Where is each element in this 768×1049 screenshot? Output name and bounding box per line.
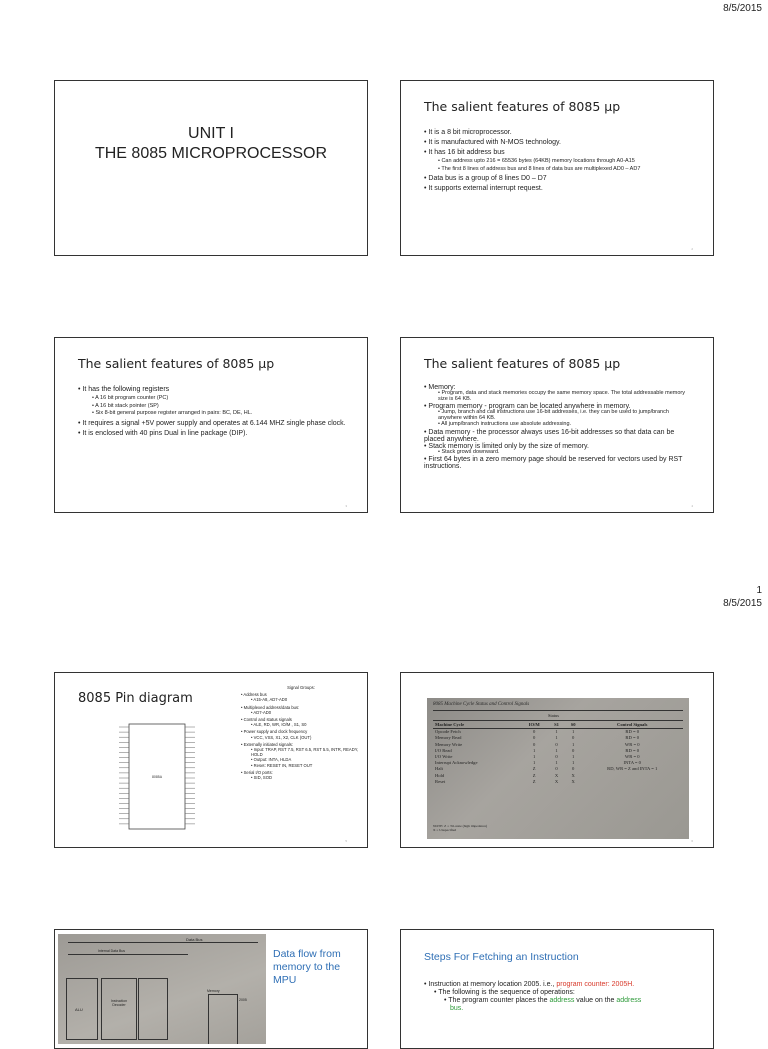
table-cell: Memory Write bbox=[435, 741, 463, 747]
slide-4-title: The salient features of 8085 µp bbox=[424, 356, 621, 371]
table-cell: 1 bbox=[555, 760, 558, 766]
slide-4-bullet: • Stack memory is limited only by the size of memory. bbox=[424, 442, 589, 450]
table-cell: I/O Read bbox=[435, 747, 452, 753]
table-cell: 1 bbox=[555, 735, 558, 741]
slide-3-sub-bullet: • Six 8-bit general purpose register arranged in pairs: BC, DE, HL. bbox=[92, 410, 253, 416]
slide-4-page: 4 bbox=[691, 504, 693, 508]
table-cell: 0 bbox=[533, 735, 536, 741]
table-cell: RD = 0 bbox=[625, 735, 639, 741]
slide-8-continuation: bus. bbox=[450, 1005, 464, 1012]
slide-2-title: The salient features of 8085 µp bbox=[424, 99, 621, 114]
slide-8-sub-sub-bullet bbox=[444, 997, 709, 1005]
table-cell: X bbox=[571, 772, 575, 778]
slide-8-highlight: address bbox=[549, 997, 575, 1004]
table-cell: 1 bbox=[571, 754, 575, 760]
table-cell: RD, WR = Z and INTA = 1 bbox=[607, 766, 658, 772]
slide-5-page: 5 bbox=[345, 839, 347, 843]
table-cell: INTA = 0 bbox=[623, 760, 641, 766]
table-cell: RD = 0 bbox=[625, 729, 639, 735]
status-header: Status bbox=[548, 713, 560, 718]
signal-item: • Output: INTA, HLDA bbox=[251, 757, 292, 763]
slide-2-bullet: • It has 16 bit address bus bbox=[424, 149, 505, 156]
table-cell: Opcode Fetch bbox=[435, 729, 461, 735]
slide-8-sub-bullet: • The following is the sequence of operations: bbox=[434, 989, 575, 996]
table-cell: 0 bbox=[555, 741, 558, 747]
decoder-label: Instruction Decoder bbox=[110, 999, 128, 1007]
alu-label: ALU bbox=[75, 1007, 83, 1012]
table-cell: Z bbox=[532, 778, 536, 784]
table-cell: WR = 0 bbox=[624, 754, 640, 760]
table-cell: I/O Write bbox=[435, 754, 453, 760]
table-row bbox=[433, 729, 683, 736]
table-cell: Hold bbox=[435, 772, 445, 778]
table-note: NOTE: Z = Tri-state (high impedance) bbox=[433, 824, 488, 828]
table-cell: 0 bbox=[555, 766, 558, 772]
table-cell: Reset bbox=[435, 778, 446, 784]
slide-4-sub-bullet: • Stack grows downward. bbox=[438, 448, 500, 455]
signal-item: • A15-A8, AD7-AD0 bbox=[251, 697, 288, 703]
table-cell: Z bbox=[532, 772, 536, 778]
slide-6-page: 6 bbox=[691, 839, 693, 843]
slide-4-bullet: • Data memory - the processor always uses 16-bit addresses so that data can be placed anywhere. bbox=[424, 428, 675, 443]
table-cell: 1 bbox=[571, 729, 575, 735]
slide-3 bbox=[54, 337, 368, 513]
pin-diagram-svg bbox=[95, 721, 225, 833]
slide-1-line-1: UNIT I bbox=[188, 125, 234, 142]
table-cell: 1 bbox=[533, 754, 536, 760]
slide-8-bullet-text: • Instruction at memory location 2005. i.e., bbox=[424, 981, 557, 988]
table-cell: 0 bbox=[571, 747, 575, 753]
data-bus-label: Data Bus bbox=[186, 937, 203, 942]
slide-3-bullet: • It has the following registers bbox=[78, 386, 170, 393]
slide-5 bbox=[54, 672, 368, 848]
table-cell: X bbox=[554, 778, 559, 784]
slide-1-line-2: THE 8085 MICROPROCESSOR bbox=[94, 145, 328, 162]
memory-address: 2005 bbox=[239, 998, 247, 1002]
internal-bus-label: Internal Data Bus bbox=[98, 949, 126, 953]
table-cell: 1 bbox=[555, 747, 558, 753]
signal-item: • VCC, VSS, X1, X2, CLK (OUT) bbox=[251, 734, 312, 740]
signal-group: • Address bus bbox=[241, 692, 267, 698]
slide-3-title: The salient features of 8085 µp bbox=[78, 356, 275, 371]
table-header: S1 bbox=[554, 722, 559, 727]
table-cell: Interrupt Acknowledge bbox=[435, 760, 478, 766]
table-cell: 1 bbox=[555, 729, 558, 735]
pin-diagram bbox=[95, 721, 225, 833]
page-date: 8/5/2015 bbox=[723, 3, 762, 14]
slide-2 bbox=[400, 80, 714, 256]
slide-3-bullet: • It requires a signal +5V power supply and operates at 6.144 MHZ single phase clock. bbox=[78, 419, 346, 427]
table-cell: 0 bbox=[571, 735, 575, 741]
slide-2-bullet: • Data bus is a group of 8 lines D0 – D7 bbox=[424, 175, 547, 182]
memory-block bbox=[207, 989, 247, 1044]
table-note: X = Unspecified bbox=[433, 828, 457, 832]
slide-8-text: • The program counter places the bbox=[444, 997, 550, 1004]
table-cell: Halt bbox=[435, 766, 443, 772]
decoder-block bbox=[101, 978, 137, 1040]
alu-block bbox=[66, 978, 98, 1040]
machine-cycle-table bbox=[433, 720, 683, 785]
table-cell: 0 bbox=[571, 766, 575, 772]
memory-label: Memory bbox=[207, 989, 220, 993]
signal-group: • Serial I/O ports: bbox=[241, 769, 273, 775]
slide-8-highlight: address bbox=[616, 997, 642, 1004]
slide-7 bbox=[54, 929, 368, 1049]
slide-8-text: value on the bbox=[574, 997, 617, 1004]
slide-1 bbox=[54, 80, 368, 256]
signal-groups-heading: Signal Groups: bbox=[287, 685, 315, 690]
machine-cycle-table-photo bbox=[427, 698, 689, 839]
signal-item: • Input: TRAP, RST 7.5, RST 6.5, RST 5.5, INTR, READY, HOLD bbox=[251, 747, 359, 758]
slide-4-sub-bullet: • Program, data and stack memories occupy the same memory space. The total addressable memory size is 64 KB. bbox=[438, 390, 685, 402]
table-cell: WR = 0 bbox=[624, 741, 640, 747]
table-cell: Memory Read bbox=[435, 735, 462, 741]
slide-3-bullet: • It is enclosed with 40 pins Dual in line package (DIP). bbox=[78, 429, 248, 437]
slide-2-bullet: • It is a 8 bit microprocessor. bbox=[424, 129, 512, 136]
slide-3-sub-bullet: • A 16 bit program counter (PC) bbox=[92, 395, 169, 401]
page-date: 8/5/2015 bbox=[723, 598, 762, 609]
slide-2-sub-bullet: • The first 8 lines of address bus and 8 lines of data bus are multiplexed AD0 – AD7 bbox=[438, 165, 641, 172]
slide-4-bullet: • Program memory - program can be located anywhere in memory. bbox=[424, 403, 631, 410]
table-header: Control Signals bbox=[617, 722, 648, 727]
signal-item: • Reset: RESET IN, RESET OUT bbox=[251, 762, 313, 768]
slide-8-bullet bbox=[424, 981, 709, 989]
page-number: 1 bbox=[756, 585, 762, 596]
signal-item: • SID, SOD bbox=[251, 775, 273, 781]
slide-2-bullet: • It is manufactured with N-MOS technology. bbox=[424, 139, 561, 146]
slide-4-bullet: • Memory: bbox=[424, 384, 456, 391]
chip-label: 8085A bbox=[151, 775, 163, 779]
slide-4-sub-bullet: • Jump, branch and call instructions use 16-bit addresses, i.e. they can be used to jump/branch anywhere within 64 KB. bbox=[438, 409, 669, 421]
table-cell: X bbox=[554, 772, 559, 778]
table-cell: 0 bbox=[533, 741, 536, 747]
table-header: Machine Cycle bbox=[435, 722, 465, 727]
slide-8-title: Steps For Fetching an Instruction bbox=[424, 951, 579, 963]
table-cell: RD = 0 bbox=[625, 747, 639, 753]
slide-7-title: Data flow from memory to the MPU bbox=[273, 948, 341, 986]
table-header: IO/M bbox=[528, 722, 540, 727]
table-caption: 8085 Machine Cycle Status and Control Signals bbox=[433, 702, 530, 707]
slide-4-bullet: • First 64 bytes in a zero memory page should be reserved for vectors used by RST instructions. bbox=[424, 456, 683, 470]
table-cell: 1 bbox=[533, 760, 536, 766]
table-cell: Z bbox=[532, 766, 536, 772]
slide-3-page: 3 bbox=[345, 504, 347, 508]
signal-item: • ALE, RD, WR, IO/M , S1, S0 bbox=[251, 722, 307, 728]
signal-item: • AD7-AD0 bbox=[251, 709, 272, 715]
table-cell bbox=[581, 779, 683, 785]
slide-5-title: 8085 Pin diagram bbox=[78, 691, 193, 706]
data-flow-photo bbox=[58, 934, 266, 1044]
slide-6 bbox=[400, 672, 714, 848]
slide-2-page: 2 bbox=[691, 247, 693, 251]
slide-2-bullet: • It supports external interrupt request. bbox=[424, 185, 543, 192]
register-block bbox=[138, 978, 168, 1040]
slide-8-highlight: program counter: 2005H. bbox=[556, 981, 635, 988]
table-cell: 1 bbox=[533, 747, 536, 753]
table-cell: 1 bbox=[571, 760, 575, 766]
table-header: S0 bbox=[570, 722, 576, 727]
signal-group: • Externally initiated signals: bbox=[241, 741, 293, 747]
slide-3-sub-bullet: • A 16 bit stack pointer (SP) bbox=[92, 402, 159, 409]
table-cell: X bbox=[571, 778, 575, 784]
slide-4-sub-bullet: • All jump/branch instructions use absolute addressing. bbox=[438, 421, 572, 427]
signal-group: • Power supply and clock frequency bbox=[241, 729, 308, 735]
signal-group: • Multiplexed address/data bus: bbox=[241, 704, 300, 710]
table-cell: 0 bbox=[555, 754, 558, 760]
table-row bbox=[433, 779, 683, 785]
table-cell: 1 bbox=[571, 741, 575, 747]
table-cell: 0 bbox=[533, 729, 536, 735]
slide-4 bbox=[400, 337, 714, 513]
slide-2-sub-bullet: • Can address upto 216 = 65536 bytes (64KB) memory locations through A0-A15 bbox=[438, 158, 635, 164]
signal-group: • Control and status signals bbox=[241, 717, 292, 723]
slide-8 bbox=[400, 929, 714, 1049]
